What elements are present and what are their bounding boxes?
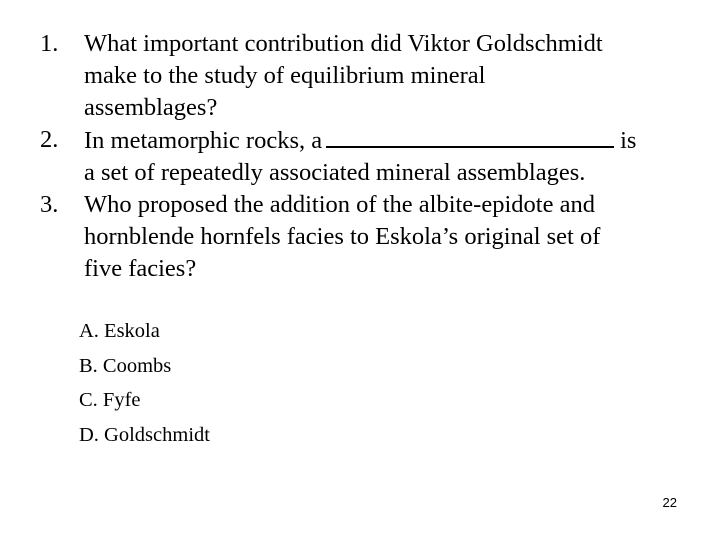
question-text-line (84, 124, 690, 157)
question-text-line: five facies? (84, 255, 197, 282)
question-1 (40, 28, 690, 124)
question-text-after-blank: is (620, 127, 637, 154)
question-text-line: Who proposed the addition of the albite-epidote and (84, 191, 595, 218)
answer-options (79, 314, 210, 452)
question-text-before-blank: In metamorphic rocks, a (84, 127, 323, 154)
question-list (40, 28, 690, 285)
fill-in-blank (326, 124, 614, 148)
answer-option-a: A. Eskola (79, 320, 160, 342)
answer-option-c: C. Fyfe (79, 389, 141, 411)
question-text-line: assemblages? (84, 94, 218, 121)
answer-option-b: B. Coombs (79, 354, 172, 377)
question-text-line: hornblende hornfels facies to Eskola’s original set of (84, 223, 601, 250)
question-text-line: make to the study of equilibrium mineral (84, 62, 486, 89)
question-text-line: What important contribution did Viktor Goldschmidt (84, 30, 603, 57)
question-number: 2. (40, 126, 59, 153)
question-2 (40, 124, 690, 189)
question-number: 3. (40, 191, 59, 218)
question-number: 1. (40, 30, 59, 57)
question-3 (40, 189, 690, 285)
page-number: 22 (662, 495, 677, 510)
question-text-line: a set of repeatedly associated mineral assemblages. (84, 159, 586, 186)
answer-option-d: D. Goldschmidt (79, 423, 210, 446)
